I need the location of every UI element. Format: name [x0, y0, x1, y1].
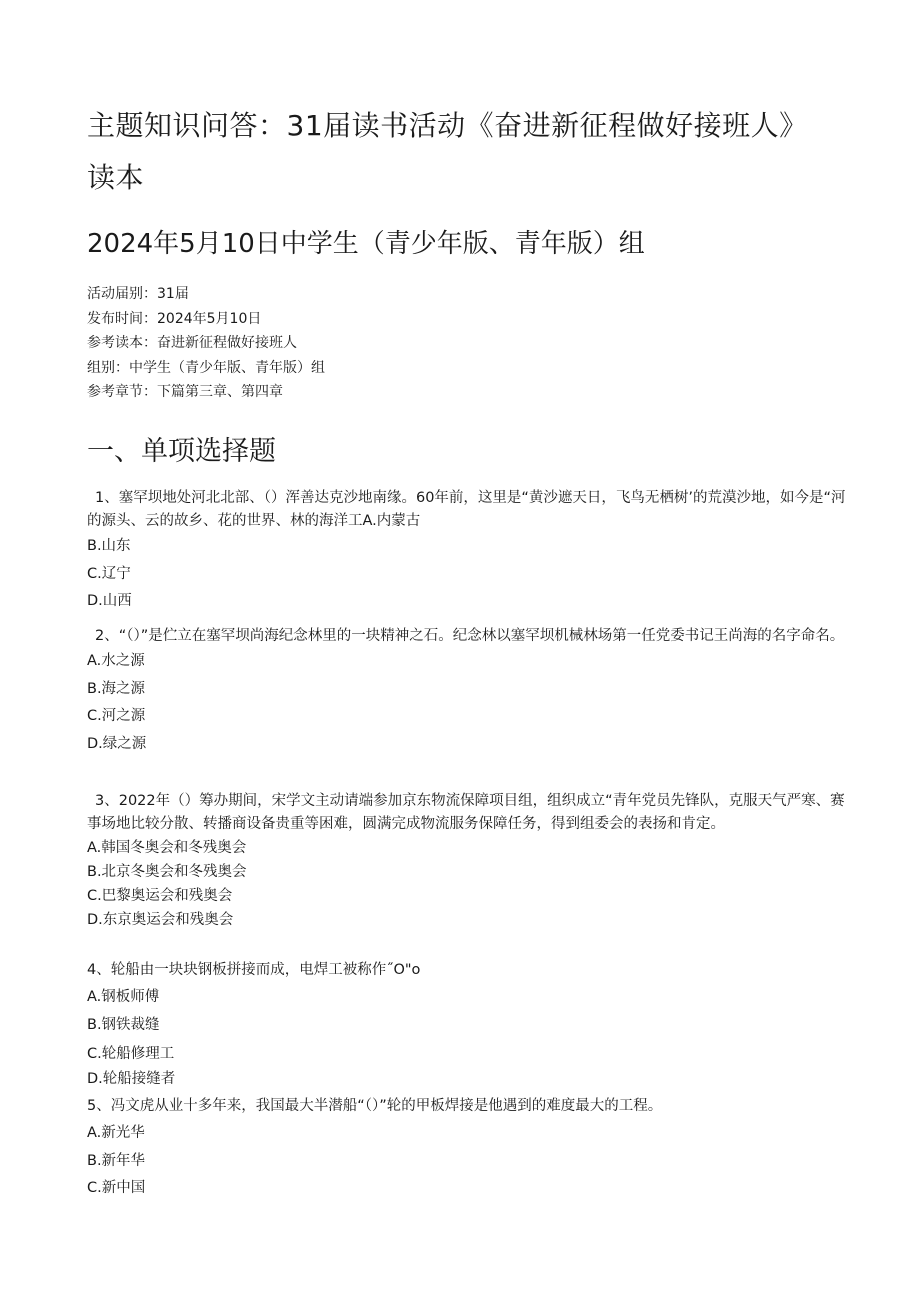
meta-book: 参考读本：奋进新征程做好接班人: [87, 335, 297, 351]
meta-chapters: 参考章节：下篇第三章、第四章: [87, 384, 283, 400]
meta-session: 活动届别：31届: [87, 286, 189, 302]
question-option: C.河之源: [87, 708, 146, 724]
question-stem: 5、冯文虎从业十多年来，我国最大半潜船“（）”轮的甲板焊接是他遇到的难度最大的工程。: [87, 1098, 663, 1114]
question-option: C.轮船修理工: [87, 1046, 175, 1062]
question-5: [87, 1093, 847, 1203]
question-option: B.山东: [87, 538, 131, 554]
document-title: 主题知识问答：31届读书活动《奋进新征程做好接班人》读本: [87, 109, 808, 194]
meta-info-list: [87, 282, 325, 405]
question-option: A.新光华: [87, 1125, 145, 1141]
question-4: [87, 957, 847, 1094]
question-option: C.巴黎奥运会和残奥会: [87, 888, 233, 904]
question-2: [87, 625, 847, 758]
question-option: D.轮船接缝者: [87, 1071, 176, 1087]
section-heading: 一、单项选择题: [87, 436, 276, 467]
meta-date: 发布时间：2024年5月10日: [87, 310, 262, 327]
question-option: D.绿之源: [87, 735, 147, 752]
question-option: C.辽宁: [87, 565, 131, 582]
question-stem: 1、塞罕坝地处河北北部、（）浑善达克沙地南缘。60年前，这里是“黄沙遮天日，飞鸟无栖树’的荒漠沙地，如今是“河的源头、云的故乡、花的世界、林的海洋工A.内蒙古: [87, 490, 846, 529]
question-option: A.水之源: [87, 653, 145, 669]
document-subtitle: 2024年5月10日中学生（青少年版、青年版）组: [87, 229, 645, 259]
meta-group: 组别：中学生（青少年版、青年版）组: [87, 359, 325, 376]
question-option: B.海之源: [87, 680, 146, 697]
question-option: B.钢铁裁缝: [87, 1016, 160, 1033]
question-option: D.山西: [87, 593, 132, 609]
question-stem: 2、“（）”是伫立在塞罕坝尚海纪念林里的一块精神之石。纪念林以塞罕坝机械林场第一任党委书记王尚海的名字命名。: [95, 628, 845, 644]
question-option: B.新年华: [87, 1152, 146, 1169]
question-stem: 3、2022年（）筹办期间，宋学文主动请端参加京东物流保障项目组，组织成立“青年党员先锋队，克服天气严寒、赛事场地比较分散、转播商设备贵重等困难，圆满完成物流服务保障任务，得到组委会的表扬和肯定。: [87, 793, 845, 832]
question-1: [87, 487, 847, 616]
question-option: C.新中国: [87, 1180, 146, 1196]
question-stem: 4、轮船由一块块钢板拼接而成，电焊工被称作˝O"o: [87, 962, 421, 978]
question-option: A.钢板师傅: [87, 989, 160, 1005]
title-block: [87, 100, 827, 204]
question-option: D.东京奥运会和残奥会: [87, 912, 234, 928]
question-option: A.韩国冬奥会和冬残奥会: [87, 840, 247, 856]
question-option: B.北京冬奥会和冬残奥会: [87, 864, 247, 880]
question-3: [87, 790, 847, 932]
